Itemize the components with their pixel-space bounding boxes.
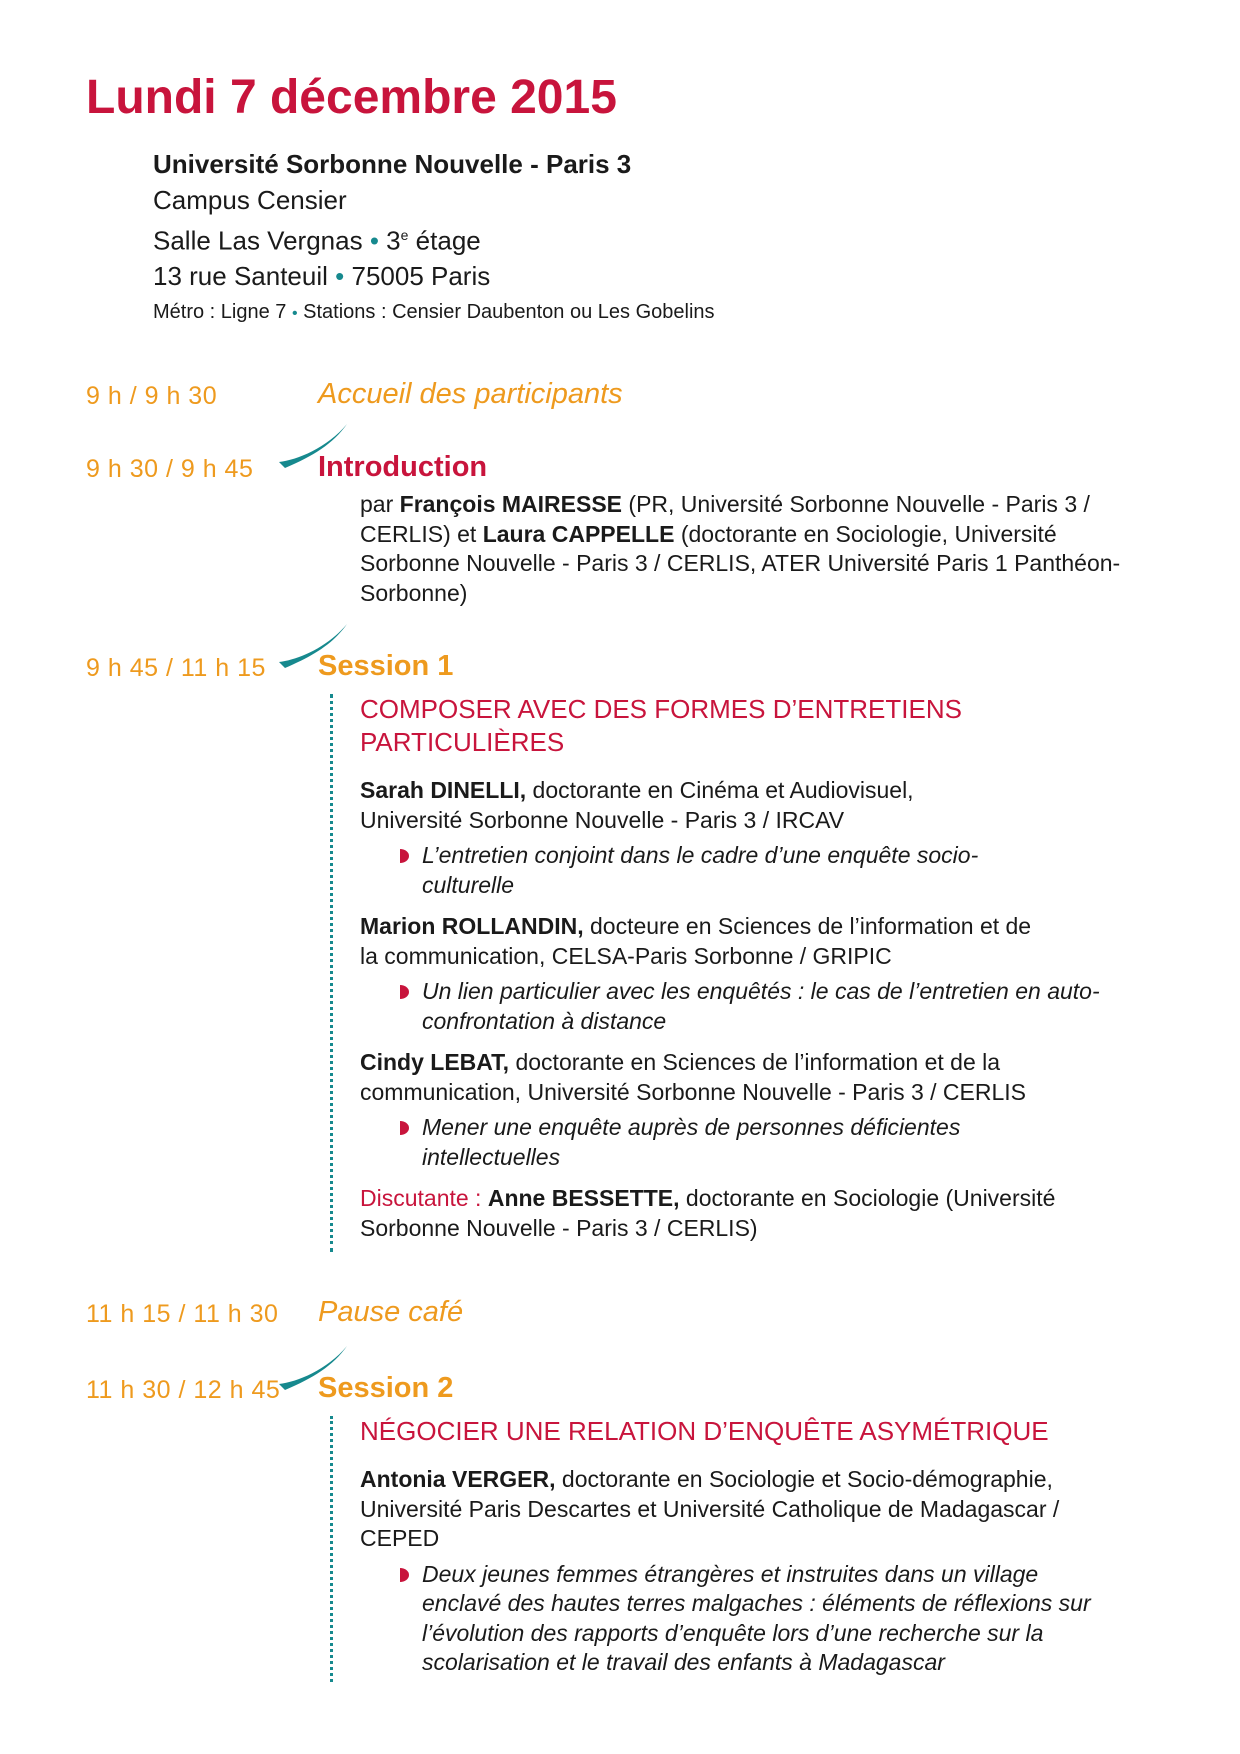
red-bullet-icon (400, 1568, 409, 1582)
bullet-separator: • (369, 225, 379, 256)
bullet-separator: • (291, 304, 298, 322)
red-bullet-icon (400, 849, 409, 863)
speaker-name: Cindy LEBAT, (360, 1049, 510, 1075)
venue-room: Salle Las Vergnas (153, 225, 363, 256)
label-accueil: Accueil des participants (318, 378, 623, 410)
session-1-divider (330, 694, 333, 1252)
venue-university: Université Sorbonne Nouvelle - Paris 3 (153, 149, 632, 179)
speaker-name: François MAIRESSE (399, 491, 623, 517)
venue-metro-stations: Stations : Censier Daubenton ou Les Gobelins (303, 300, 715, 323)
speaker-desc: docteure en Sciences de l’information et de la communication, CELSA-Paris Sorbonne / GRIPIC (360, 913, 1032, 969)
time-pause: 11 h 15 / 11 h 30 (86, 1300, 279, 1328)
speaker-entry (360, 1048, 1120, 1107)
session-1-title: COMPOSER AVEC DES FORMES D’ENTRETIENS PARTICULIÈRES (360, 694, 962, 757)
time-introduction: 9 h 30 / 9 h 45 (86, 455, 254, 483)
talk-title: Un lien particulier avec les enquêtés : le cas de l’entretien en auto-confrontation à distance (422, 978, 1100, 1034)
discutant-label: Discutante : (360, 1185, 488, 1211)
speaker-desc: doctorante en Sciences de l’information et de la communication, Université Sorbonne Nouvelle - Paris 3 / CERLIS (360, 1049, 1027, 1105)
session-2-divider (330, 1416, 333, 1682)
talk-entry (400, 841, 982, 900)
speaker-name: Antonia VERGER, (360, 1466, 556, 1492)
time-session-2: 11 h 30 / 12 h 45 (86, 1376, 281, 1404)
venue-campus: Campus Censier (153, 184, 347, 215)
talk-title: L’entretien conjoint dans le cadre d’une enquête socio-culturelle (422, 842, 979, 898)
venue-block (153, 147, 715, 331)
heading-introduction: Introduction (318, 451, 488, 483)
speaker-entry (360, 1465, 1130, 1554)
venue-street: 13 rue Santeuil (153, 261, 328, 292)
discutant-entry (360, 1184, 1150, 1243)
talk-entry (400, 977, 1102, 1036)
speaker-desc: doctorante en Sociologie (Université Sorbonne Nouvelle - Paris 3 / CERLIS) (360, 1185, 1056, 1241)
speaker-name: Anne BESSETTE, (487, 1185, 680, 1211)
red-bullet-icon (400, 985, 409, 999)
page-title: Lundi 7 décembre 2015 (86, 71, 617, 124)
speaker-name: Marion ROLLANDIN, (360, 913, 584, 939)
session-2-title: NÉGOCIER UNE RELATION D’ENQUÊTE ASYMÉTRIQUE (360, 1416, 1049, 1446)
venue-metro: Métro : Ligne 7 (153, 300, 287, 323)
talk-title: Deux jeunes femmes étrangères et instruites dans un village enclavé des hautes terres malgaches : éléments de réflexions sur l’évolution des rapports d’enquête lors d’une recherche sur la scolarisation et le travail des enfants à Madagascar (422, 1560, 1091, 1675)
venue-address-line (153, 259, 715, 295)
venue-floor-num: 3 (386, 225, 401, 256)
talk-entry (400, 1113, 1042, 1172)
time-session-1: 9 h 45 / 11 h 15 (86, 654, 266, 682)
bullet-separator: • (335, 261, 345, 292)
red-bullet-icon (400, 1121, 409, 1135)
label-pause: Pause café (318, 1296, 464, 1328)
speaker-desc: doctorante en Cinéma et Audiovisuel, Université Sorbonne Nouvelle - Paris 3 / IRCAV (360, 777, 914, 833)
venue-floor-word: étage (415, 225, 481, 256)
introduction-text (360, 490, 1160, 608)
speaker-desc: (doctorante en Sociologie, Université Sorbonne Nouvelle - Paris 3 / CERLIS, ATER Université Paris 1 Panthéon-Sorbonne) (360, 520, 1121, 606)
speaker-entry (360, 776, 1000, 835)
talk-title: Mener une enquête auprès de personnes déficientes intellectuelles (422, 1114, 961, 1170)
time-accueil: 9 h / 9 h 30 (86, 382, 218, 410)
intro-by: par (360, 491, 400, 517)
talk-entry (400, 1560, 1122, 1678)
speaker-name: Laura CAPPELLE (482, 520, 675, 547)
heading-session-1: Session 1 (318, 650, 454, 682)
venue-city: 75005 Paris (351, 261, 491, 292)
venue-floor-sup: e (400, 227, 409, 243)
venue-room-line (153, 218, 715, 259)
speaker-desc: doctorante en Sociologie et Socio-démographie, Université Paris Descartes et Université Catholique de Madagascar / CEPED (360, 1466, 1060, 1551)
speaker-desc: (PR, Université Sorbonne Nouvelle - Paris 3 / CERLIS) et (360, 491, 1090, 547)
session-1-content (360, 693, 1160, 1243)
session-2-content (360, 1415, 1160, 1678)
speaker-name: Sarah DINELLI, (360, 777, 527, 803)
venue-metro-line (153, 295, 715, 331)
speaker-entry (360, 912, 1040, 971)
heading-session-2: Session 2 (318, 1372, 454, 1404)
